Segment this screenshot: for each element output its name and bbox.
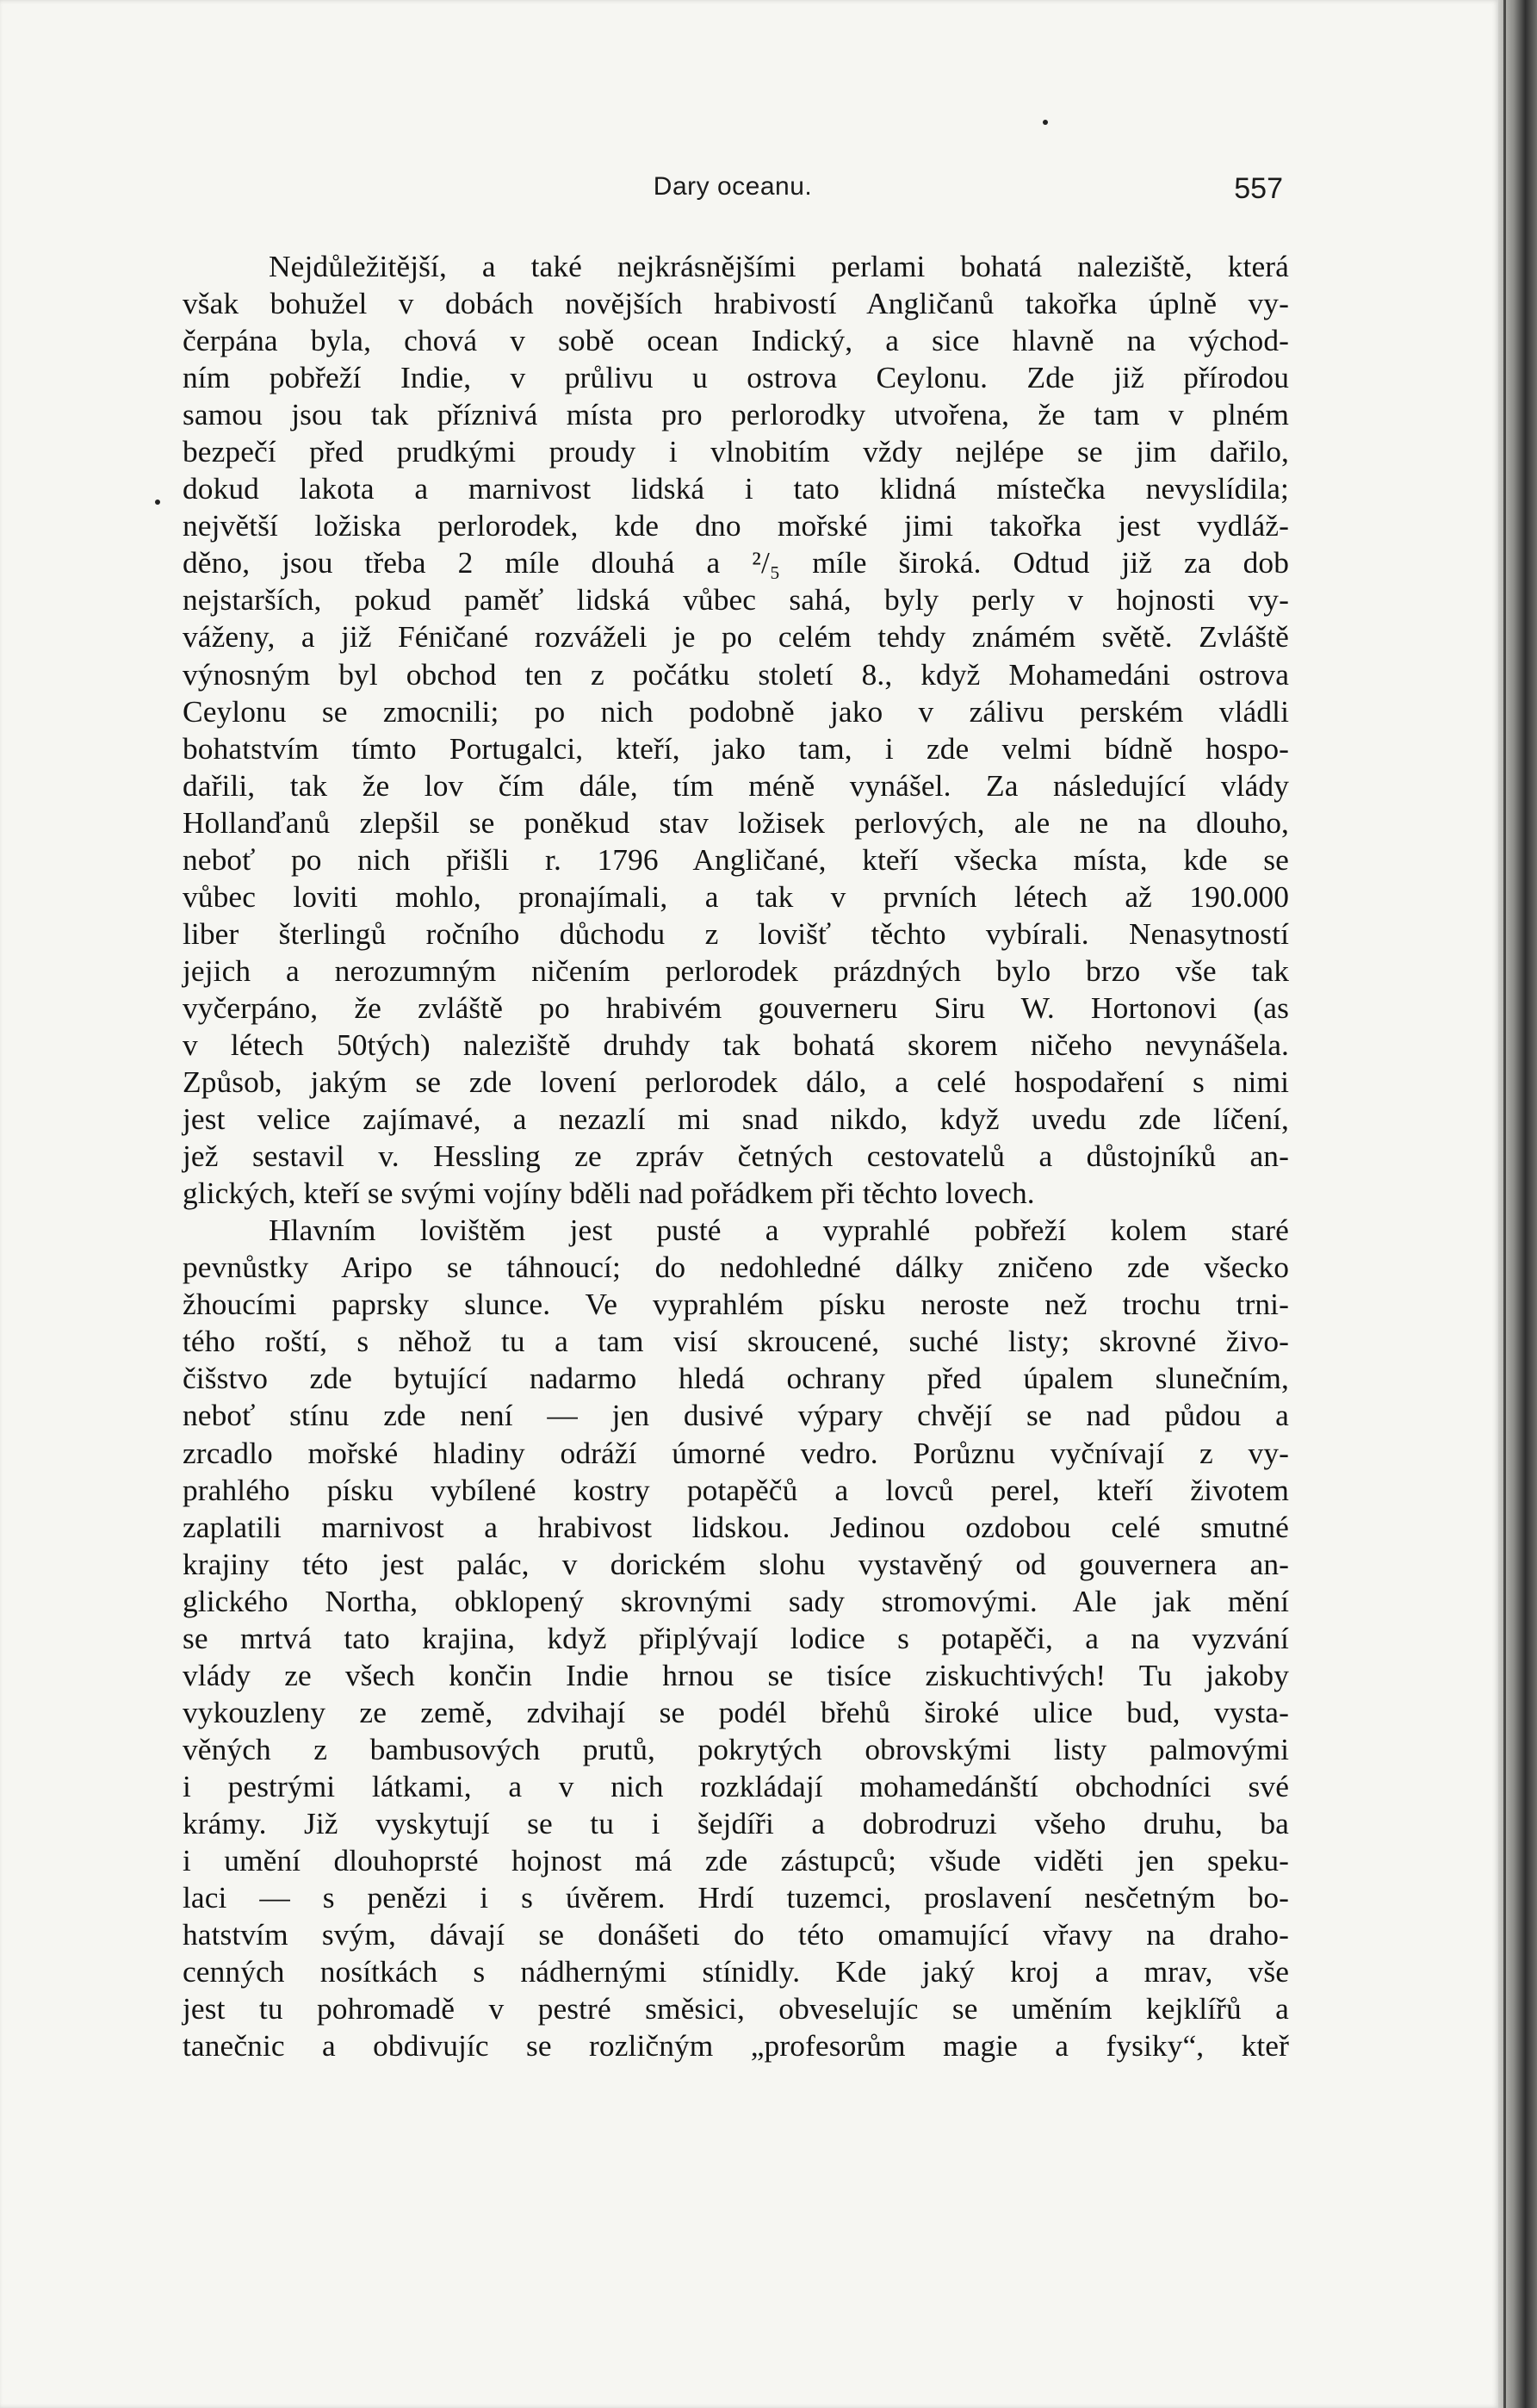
text-line: glických, kteří se svými vojíny bděli nad pořádkem při těchto lovech. <box>183 1176 1035 1211</box>
text-line: i umění dlouhoprsté hojnost má zde zástupců; všude viděti jen speku- <box>183 1843 1289 1878</box>
text-line: vlády ze všech končin Indie hrnou se tisíce ziskuchtivých! Tu jakoby <box>183 1657 1289 1692</box>
text-line: zaplatili marnivost a hrabivost lidskou. Jedinou ozdobou celé smutné <box>183 1509 1289 1544</box>
text-line: největší ložiska perlorodek, kde dno mořské jimi takořka jest vydláž- <box>183 508 1289 543</box>
text-line: Způsob, jakým se zde lovení perlorodek dálo, a celé hospodaření s nimi <box>183 1064 1289 1100</box>
text-line: cenných nosítkách s nádhernými stínidly. Kde jaký kroj a mrav, vše <box>183 1954 1289 1989</box>
text-line: však bohužel v dobách novějších hrabivostí Angličanů takořka úplně vy- <box>183 286 1289 321</box>
text-line: Nejdůležitější, a také nejkrásnějšími perlami bohatá naleziště, která <box>269 249 1289 283</box>
text-line: krajiny této jest palác, v dorickém slohu vystavěný od gouvernera an- <box>183 1546 1289 1581</box>
text-line: nejstarších, pokud paměť lidská vůbec sahá, byly perly v hojnosti vy- <box>183 582 1289 618</box>
text-line: tého roští, s něhož tu a tam visí skroucené, suché listy; skrovné živo- <box>183 1324 1289 1359</box>
text-line: i pestrými látkami, a v nich rozkládají mohamedánští obchodníci své <box>183 1768 1289 1803</box>
text-line: v létech 50tých) naleziště druhdy tak bohatá skorem ničeho nevynášela. <box>183 1027 1289 1062</box>
text-line: glického Northa, obklopený skrovnými sady stromovými. Ale jak mění <box>183 1583 1289 1618</box>
text-line: Hollanďanů zlepšil se poněkud stav ložisek perlových, ale ne na dlouho, <box>183 804 1289 840</box>
paragraph-pearl-fisheries <box>183 248 1289 1212</box>
text-line: hatstvím svým, dávají se donášeti do této omamující vřavy na draho- <box>183 1917 1289 1952</box>
body-text <box>183 248 1289 2064</box>
page-number: 557 <box>1234 172 1283 205</box>
text-line: děno, jsou třeba 2 míle dlouhá a ²/₅ míle široká. Odtud již za dob <box>183 545 1289 580</box>
text-line: zrcadlo mořské hladiny odráží úmorné vedro. Porůznu vyčnívají z vy- <box>183 1435 1289 1470</box>
text-line: laci — s penězi i s úvěrem. Hrdí tuzemci, proslavení nesčetným bo- <box>183 1880 1289 1915</box>
paragraph-aripo-coast <box>183 1212 1289 2064</box>
page-edge <box>1498 0 1537 2408</box>
text-line: jejich a nerozumným ničením perlorodek prázdných bylo brzo vše tak <box>183 953 1289 988</box>
text-line: jest tu pohromadě v pestré směsici, obveselujíc se uměním kejklířů a <box>183 1991 1289 2026</box>
text-line: vůbec loviti mohlo, pronajímali, a tak v prvních létech až 190.000 <box>183 878 1289 914</box>
text-line: čerpána byla, chová v sobě ocean Indický, a sice hlavně na východ- <box>183 323 1289 358</box>
text-line: bohatstvím tímto Portugalci, kteří, jako tam, i zde velmi bídně hospo- <box>183 730 1289 766</box>
text-line: neboť stínu zde není — jen dusivé výpary chvějí se nad půdou a <box>183 1398 1289 1433</box>
text-line: samou jsou tak příznivá místa pro perlorodky utvořena, že tam v plném <box>183 397 1289 432</box>
text-line: žhoucími paprsky slunce. Ve vyprahlém písku neroste než trochu trni- <box>183 1287 1289 1322</box>
text-line: výnosným byl obchod ten z počátku století 8., když Mohamedáni ostrova <box>183 656 1289 692</box>
text-line: vykouzleny ze země, zdvihají se podél břehů široké ulice bud, vysta- <box>183 1694 1289 1729</box>
text-line: váženy, a již Féničané rozváželi je po celém tehdy známém světě. Zvláště <box>183 619 1289 655</box>
text-line: ním pobřeží Indie, v průlivu u ostrova Ceylonu. Zde již přírodou <box>183 360 1289 395</box>
text-line: jest velice zajímavé, a nezazlí mi snad nikdo, když uvedu zde líčení, <box>183 1102 1289 1137</box>
text-line: jež sestavil v. Hessling ze zpráv četných cestovatelů a důstojníků an- <box>183 1139 1289 1174</box>
text-line: Ceylonu se zmocnili; po nich podobně jako v zálivu perském vládli <box>183 693 1289 729</box>
text-line: čišstvo zde bytující nadarmo hledá ochrany před úpalem slunečním, <box>183 1361 1289 1396</box>
ink-speck <box>1043 120 1048 125</box>
text-line: dařili, tak že lov čím dále, tím méně vynášel. Za následující vlády <box>183 767 1289 803</box>
text-line: liber šterlingů ročního důchodu z lovišť těchto vybírali. Nenasytností <box>183 915 1289 951</box>
text-line: dokud lakota a marnivost lidská i tato klidná místečka nevyslídila; <box>183 471 1289 506</box>
text-line: pevnůstky Aripo se táhnoucí; do nedohledné dálky zničeno zde všecko <box>183 1250 1289 1285</box>
text-line: vyčerpáno, že zvláště po hrabivém gouverneru Siru W. Hortonovi (as <box>183 990 1289 1025</box>
page-header <box>183 172 1283 214</box>
text-line: prahlého písku vybílené kostry potapěčů a lovců perel, kteří životem <box>183 1472 1289 1507</box>
text-line: tanečnic a obdivujíc se rozličným „profesorům magie a fysiky“, kteř <box>183 2028 1289 2064</box>
ink-speck <box>155 500 160 505</box>
running-title: Dary oceanu. <box>653 172 813 201</box>
text-line: krámy. Již vyskytují se tu i šejdíři a dobrodruzi všeho druhu, ba <box>183 1805 1289 1840</box>
text-line: se mrtvá tato krajina, když připlývají lodice s potapěči, a na vyzvání <box>183 1620 1289 1655</box>
text-line: neboť po nich přišli r. 1796 Angličané, kteří všecka místa, kde se <box>183 841 1289 877</box>
text-line: bezpečí před prudkými proudy i vlnobitím vždy nejlépe se jim dařilo, <box>183 434 1289 469</box>
text-line: Hlavním lovištěm jest pusté a vyprahlé pobřeží kolem staré <box>269 1213 1289 1248</box>
text-line: věných z bambusových prutů, pokrytých obrovskými listy palmovými <box>183 1731 1289 1766</box>
